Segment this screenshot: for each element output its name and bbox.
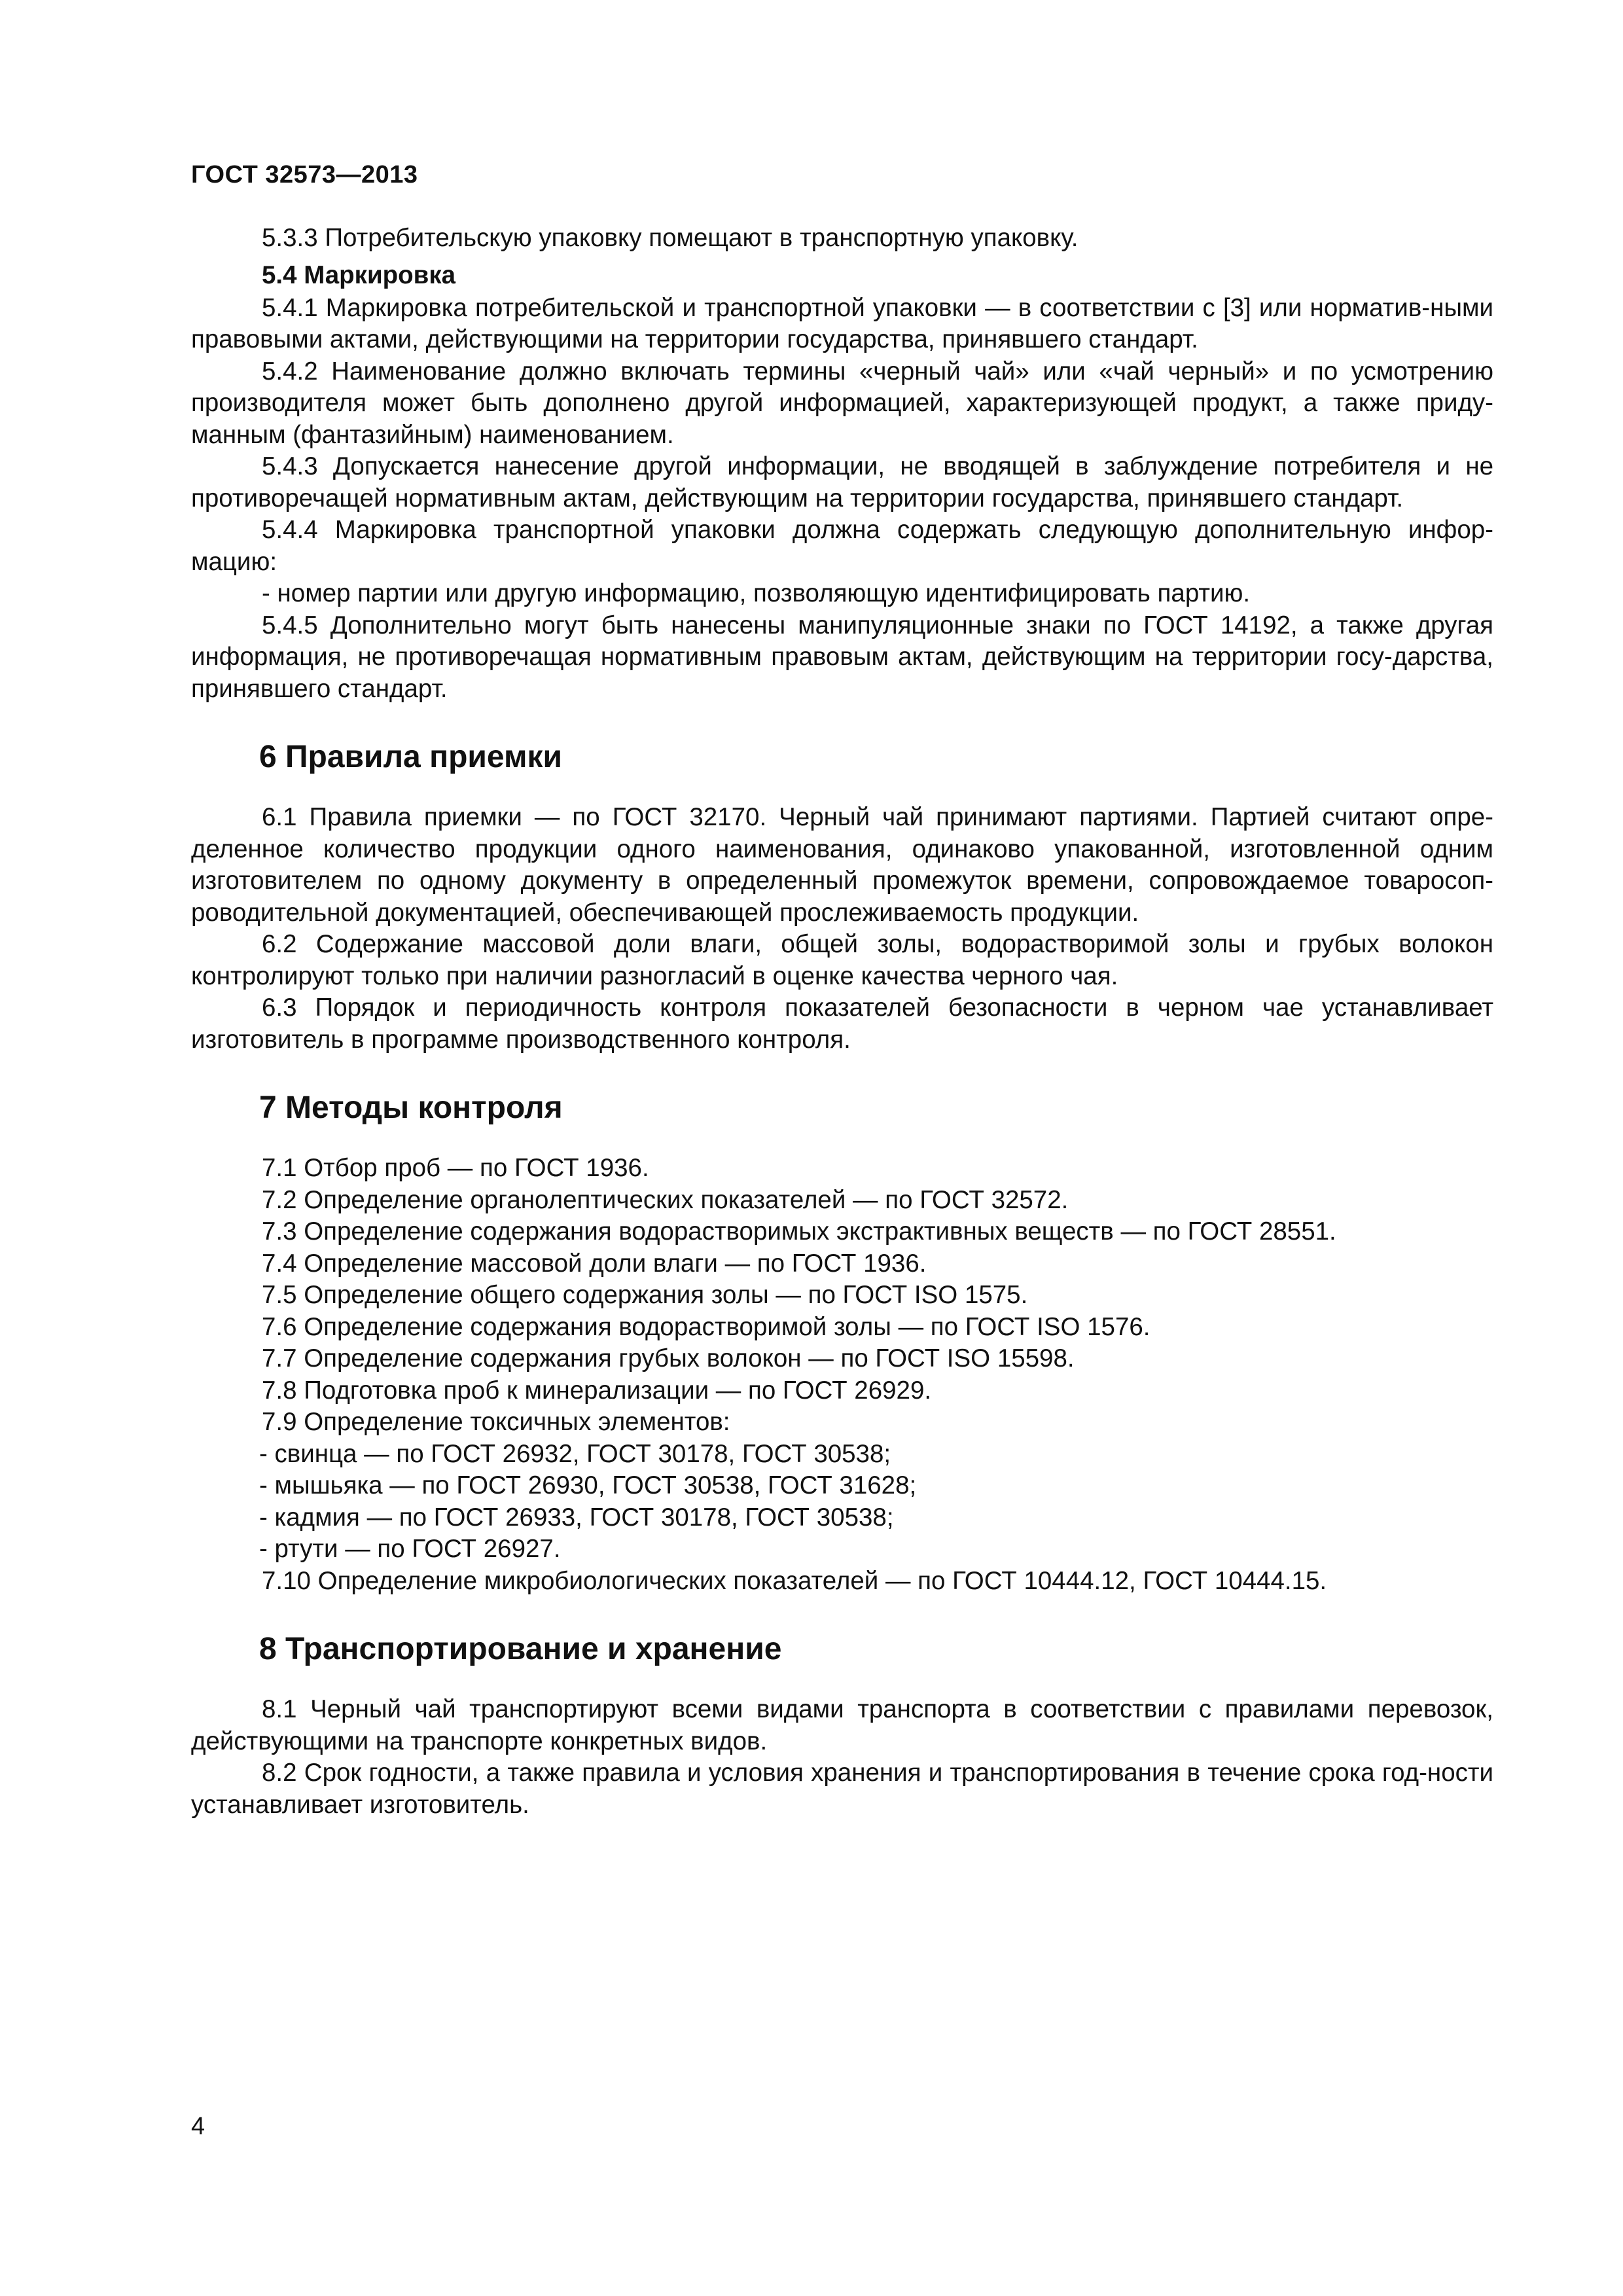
paragraph-6-1: 6.1 Правила приемки — по ГОСТ 32170. Черный чай принимают партиями. Партией считают опре-деленное количество продукции одного наименования, одинаково упакованной, изготовленной одним изготовителем по одному документу в определенный промежуток времени, сопровождаемое товаросоп-роводительной документацией, обеспечивающей прослеживаемость продукции. [191,803,1493,927]
list-item-7-6: 7.6 Определение содержания водорастворимой золы — по ГОСТ ISO 1576. [262,1312,1150,1341]
subsection-title-5-4: 5.4 Маркировка [262,260,456,289]
paragraph-8-2: 8.2 Срок годности, а также правила и условия хранения и транспортирования в течение срока год-ности устанавливает изготовитель. [191,1759,1493,1819]
section-title-6: 6 Правила приемки [259,740,563,774]
toxic-item-cadmium: - кадмия — по ГОСТ 26933, ГОСТ 30178, ГОСТ 30538; [259,1503,894,1532]
document-body [191,223,1493,1821]
document-header: ГОСТ 32573—2013 [191,161,418,188]
list-item-7-9: 7.9 Определение токсичных элементов: [262,1408,730,1436]
paragraph-6-3: 6.3 Порядок и периодичность контроля показателей безопасности в черном чае устанавливает изготовитель в программе производственного контроля. [191,994,1493,1054]
paragraph-5-4-2: 5.4.2 Наименование должно включать термины «черный чай» или «чай черный» и по усмотрению производителя может быть дополнено другой информацией, характеризующей продукт, а также приду-манным (фантазийным) наименованием. [191,357,1493,449]
paragraph-5-4-3: 5.4.3 Допускается нанесение другой информации, не вводящей в заблуждение потребителя и не противоречащей нормативным актам, действующим на территории государства, принявшего стандарт. [191,452,1493,512]
paragraph-6-2: 6.2 Содержание массовой доли влаги, общей золы, водорастворимой золы и грубых волокон контролируют только при наличии разногласий в оценке качества черного чая. [191,930,1493,990]
list-item-7-1: 7.1 Отбор проб — по ГОСТ 1936. [262,1154,649,1182]
list-item-7-5: 7.5 Определение общего содержания золы — по ГОСТ ISO 1575. [262,1281,1028,1309]
list-item-7-8: 7.8 Подготовка проб к минерализации — по ГОСТ 26929. [262,1376,932,1405]
paragraph-5-4-5: 5.4.5 Дополнительно могут быть нанесены манипуляционные знаки по ГОСТ 14192, а также другая информация, не противоречащая нормативным правовым актам, действующим на территории госу-дарства, принявшего стандарт. [191,611,1493,703]
paragraph-5-4-4: 5.4.4 Маркировка транспортной упаковки должна содержать следующую дополнительную инфор-мацию: [191,516,1493,576]
list-item-7-4: 7.4 Определение массовой доли влаги — по ГОСТ 1936. [262,1249,927,1278]
list-item-7-7: 7.7 Определение содержания грубых волокон — по ГОСТ ISO 15598. [262,1344,1075,1372]
paragraph-5-4-4-item: - номер партии или другую информацию, позволяющую идентифицировать партию. [262,579,1251,607]
section-title-7: 7 Методы контроля [259,1090,563,1125]
page-number: 4 [191,2113,205,2140]
paragraph-8-1: 8.1 Черный чай транспортируют всеми видами транспорта в соответствии с правилами перевозок, действующими на транспорте конкретных видов. [191,1695,1493,1755]
paragraph-5-4-1: 5.4.1 Маркировка потребительской и транспортной упаковки — в соответствии с [3] или норматив-ными правовыми актами, действующими на территории государства, принявшего стандарт. [191,293,1493,353]
toxic-item-arsenic: - мышьяка — по ГОСТ 26930, ГОСТ 30538, ГОСТ 31628; [259,1471,917,1499]
list-item-7-3: 7.3 Определение содержания водорастворимых экстрактивных веществ — по ГОСТ 28551. [262,1217,1336,1246]
list-item-7-2: 7.2 Определение органолептических показателей — по ГОСТ 32572. [262,1185,1069,1214]
toxic-item-mercury: - ртути — по ГОСТ 26927. [259,1535,561,1563]
list-item-7-10: 7.10 Определение микробиологических показателей — по ГОСТ 10444.12, ГОСТ 10444.15. [262,1566,1327,1595]
paragraph-5-3-3: 5.3.3 Потребительскую упаковку помещают в транспортную упаковку. [262,224,1079,252]
section-title-8: 8 Транспортирование и хранение [259,1632,782,1666]
toxic-item-lead: - свинца — по ГОСТ 26932, ГОСТ 30178, ГОСТ 30538; [259,1439,891,1468]
